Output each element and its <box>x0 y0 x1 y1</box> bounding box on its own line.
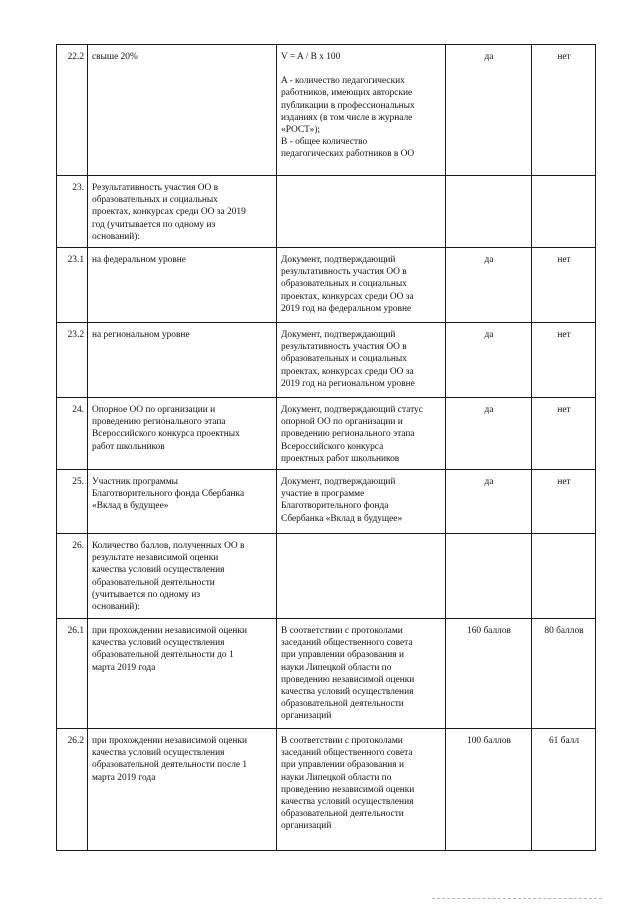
row-number: 26.1 <box>57 619 88 729</box>
value-cell-b: нет <box>532 45 596 176</box>
table-row <box>57 619 596 729</box>
basis-cell: В соответствии с протоколами заседаний общественного совета при управлении образования и науки Липецкой области по проведению независимой оценки качества условий осуществления образовательной деятельности организаций <box>277 619 446 729</box>
value-cell-a: да <box>446 323 532 398</box>
value-cell-a: да <box>446 470 532 534</box>
value-cell-b: 80 баллов <box>532 619 596 729</box>
scan-edge-line <box>432 898 602 899</box>
row-number: 25. <box>57 470 88 534</box>
row-number: 23.2 <box>57 323 88 398</box>
row-number: 23. <box>57 176 88 248</box>
formula-legend: A - количество педагогических работников, имеющих авторские публикации в профессиональных изданиях (в том числе в журнале «РОСТ»); В - общее количество педагогических работников в ОО <box>281 76 415 160</box>
value-cell-b: нет <box>532 248 596 323</box>
row-number: 26. <box>57 534 88 619</box>
criteria-table <box>56 44 596 851</box>
value-cell-a: 160 баллов <box>446 619 532 729</box>
row-number: 26.2 <box>57 729 88 851</box>
value-cell-a <box>446 176 532 248</box>
basis-cell: Документ, подтверждающий результативность участия ОО в образовательных и социальных проектах, конкурсах среди ОО за 2019 год на региональном уровне <box>277 323 446 398</box>
table-row <box>57 729 596 851</box>
value-cell-b: нет <box>532 470 596 534</box>
value-cell-b: нет <box>532 323 596 398</box>
value-cell-a: да <box>446 248 532 323</box>
indicator-cell: Количество баллов, полученных ОО в результате независимой оценки качества условий осуществления образовательной деятельности (учитывается по одному из оснований): <box>88 534 277 619</box>
indicator-cell: свыше 20% <box>88 45 277 176</box>
table-row <box>57 470 596 534</box>
indicator-cell: Опорное ОО по организации и проведению регионального этапа Всероссийского конкурса проектных работ школьников <box>88 398 277 470</box>
indicator-cell: Участник программы Благотворительного фонда Сбербанка «Вклад в будущее» <box>88 470 277 534</box>
value-cell-a: да <box>446 398 532 470</box>
row-number: 24. <box>57 398 88 470</box>
basis-cell: Документ, подтверждающий участие в программе Благотворительного фонда Сбербанка «Вклад в будущее» <box>277 470 446 534</box>
table-row <box>57 534 596 619</box>
indicator-cell: при прохождении независимой оценки качества условий осуществления образовательной деятельности до 1 марта 2019 года <box>88 619 277 729</box>
basis-cell <box>277 176 446 248</box>
row-number: 22.2 <box>57 45 88 176</box>
value-cell-a: да <box>446 45 532 176</box>
table-row <box>57 176 596 248</box>
basis-cell: Документ, подтверждающий статус опорной ОО по организации и проведению регионального этапа Всероссийского конкурса проектных работ школьников <box>277 398 446 470</box>
basis-cell: Документ, подтверждающий результативность участия ОО в образовательных и социальных проектах, конкурсах среди ОО за 2019 год на федеральном уровне <box>277 248 446 323</box>
value-cell-a <box>446 534 532 619</box>
indicator-cell: Результативность участия ОО в образовательных и социальных проектах, конкурсах среди ОО за 2019 год (учитывается по одному из оснований): <box>88 176 277 248</box>
table-row <box>57 398 596 470</box>
table-row <box>57 248 596 323</box>
formula-text: V = A / B x 100 <box>281 52 341 62</box>
basis-cell: В соответствии с протоколами заседаний общественного совета при управлении образования и науки Липецкой области по проведению независимой оценки качества условий осуществления образовательной деятельности организаций <box>277 729 446 851</box>
table-row <box>57 323 596 398</box>
row-number: 23.1 <box>57 248 88 323</box>
value-cell-b: 61 балл <box>532 729 596 851</box>
basis-cell <box>277 45 446 176</box>
indicator-cell: при прохождении независимой оценки качества условий осуществления образовательной деятельности после 1 марта 2019 года <box>88 729 277 851</box>
value-cell-b: нет <box>532 398 596 470</box>
indicator-cell: на федеральном уровне <box>88 248 277 323</box>
value-cell-b <box>532 534 596 619</box>
indicator-cell: на региональном уровне <box>88 323 277 398</box>
basis-cell <box>277 534 446 619</box>
value-cell-b <box>532 176 596 248</box>
table-row <box>57 45 596 176</box>
value-cell-a: 100 баллов <box>446 729 532 851</box>
